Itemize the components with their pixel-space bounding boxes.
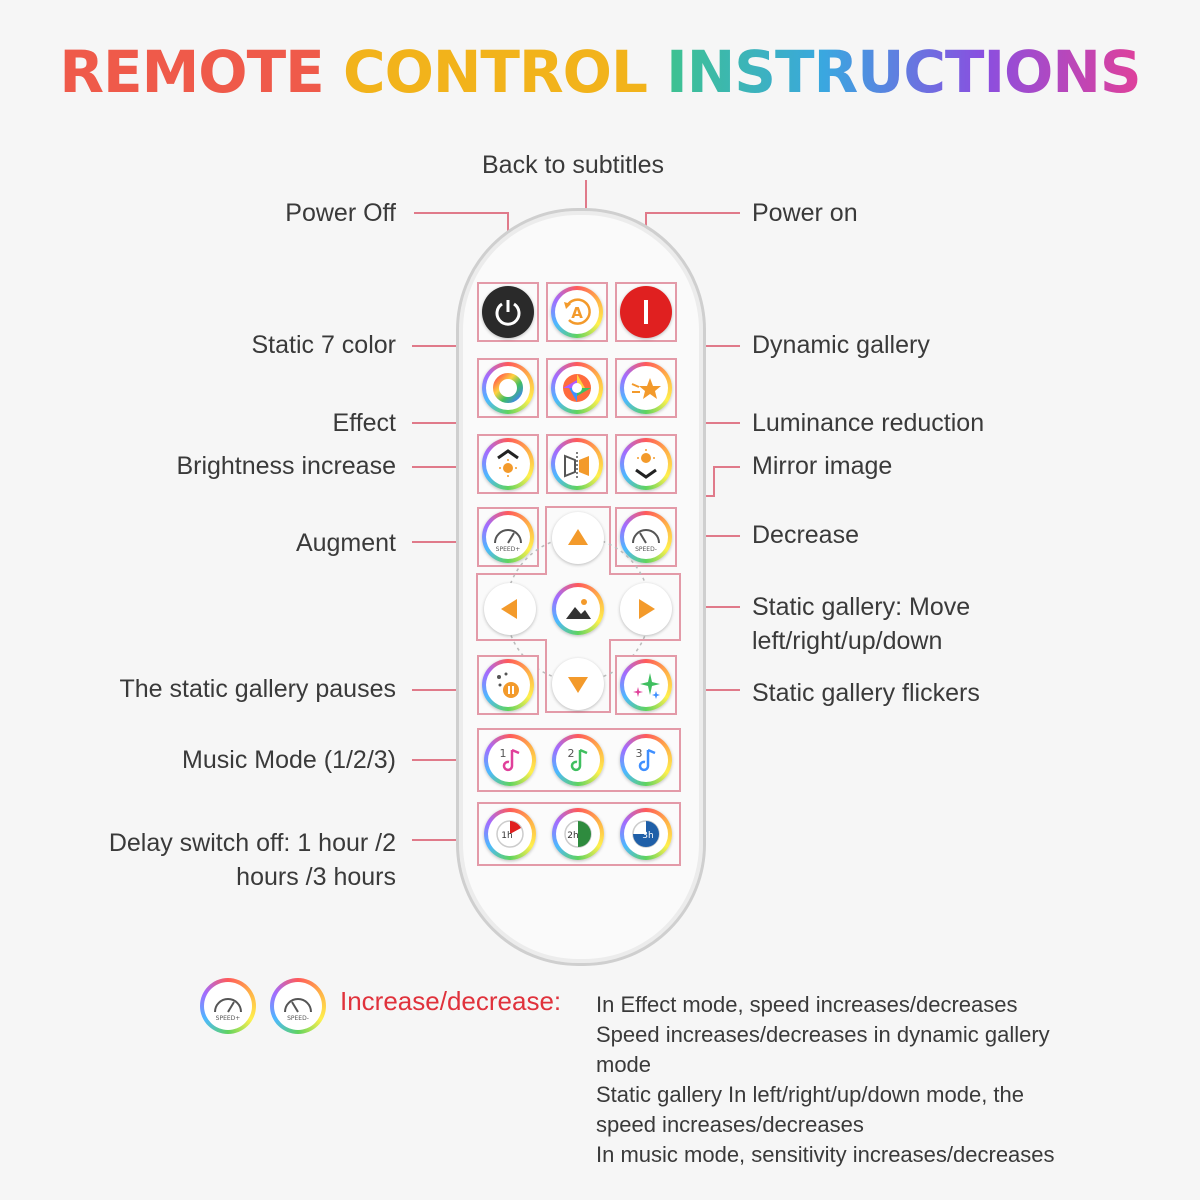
svg-text:A: A — [571, 304, 583, 322]
down-arrow-button[interactable] — [552, 658, 604, 710]
label-back-to-subtitles: Back to subtitles — [482, 151, 665, 179]
left-arrow-button[interactable] — [484, 583, 536, 635]
timer-icon — [558, 814, 598, 854]
svg-text:SPEED-: SPEED- — [635, 546, 657, 553]
svg-text:1: 1 — [499, 747, 507, 760]
note-line: In music mode, sensitivity increases/decreases — [596, 1142, 1055, 1167]
music-note-icon — [626, 740, 666, 780]
label-power-off: Power Off — [285, 199, 396, 227]
note-text — [596, 990, 1055, 1170]
label-augment: Augment — [295, 529, 396, 557]
static-gallery-pause-button[interactable] — [482, 659, 534, 711]
label-delay-switch-2: hours /3 hours — [236, 863, 396, 891]
label-luminance-reduction: Luminance reduction — [752, 409, 985, 437]
image-icon — [558, 589, 598, 629]
label-static-7-color: Static 7 color — [251, 331, 396, 359]
label-decrease: Decrease — [752, 521, 859, 549]
music-mode-3-button[interactable] — [620, 734, 672, 786]
right-arrow-button[interactable] — [620, 583, 672, 635]
label-delay-switch-1: Delay switch off: 1 hour /2 — [108, 829, 396, 857]
title-word-2: CONTROL — [343, 38, 647, 106]
pause-icon — [488, 665, 528, 705]
music-mode-2-button[interactable] — [552, 734, 604, 786]
svg-text:3: 3 — [635, 747, 643, 760]
up-arrow-button[interactable] — [552, 512, 604, 564]
title-word-1: REMOTE — [59, 38, 324, 106]
label-static-gallery-flickers: Static gallery flickers — [752, 679, 980, 707]
label-effect: Effect — [332, 409, 396, 437]
label-power-on: Power on — [752, 199, 858, 227]
svg-text:SPEED-: SPEED- — [287, 1015, 309, 1022]
svg-text:SPEED+: SPEED+ — [495, 546, 521, 553]
svg-text:1h: 1h — [501, 831, 513, 841]
note-line: Speed increases/decreases in dynamic gallery — [596, 1022, 1050, 1047]
svg-text:2: 2 — [567, 747, 575, 760]
note-line: Static gallery In left/right/up/down mode, the — [596, 1082, 1025, 1107]
timer-2h-button[interactable] — [552, 808, 604, 860]
key-gallery-pause[interactable] — [477, 655, 539, 715]
static-gallery-flicker-button[interactable] — [620, 659, 672, 711]
sparkle-icon — [626, 665, 666, 705]
label-static-gallery-move-2: left/right/up/down — [752, 627, 943, 655]
label-brightness-increase: Brightness increase — [176, 452, 396, 480]
timer-1h-button[interactable] — [484, 808, 536, 860]
note-line: speed increases/decreases — [596, 1112, 864, 1137]
legend-speed-minus-icon — [270, 978, 326, 1034]
key-gallery-flicker[interactable] — [615, 655, 677, 715]
arrow-right-icon — [620, 583, 672, 635]
legend-speed-plus-icon — [200, 978, 256, 1034]
timer-icon — [490, 814, 530, 854]
note-line: In Effect mode, speed increases/decreases — [596, 992, 1018, 1017]
music-note-icon — [490, 740, 530, 780]
timer-icon — [626, 814, 666, 854]
arrow-left-icon — [484, 583, 536, 635]
note-heading: Increase/decrease: — [340, 986, 562, 1016]
arrow-down-icon — [552, 658, 604, 710]
static-gallery-button[interactable] — [552, 583, 604, 635]
title-word-3: INSTRUCTIONS — [666, 38, 1141, 106]
svg-text:2h: 2h — [567, 831, 579, 841]
music-note-icon — [558, 740, 598, 780]
note-line: mode — [596, 1052, 652, 1077]
svg-text:SPEED+: SPEED+ — [215, 1015, 241, 1022]
music-mode-1-button[interactable] — [484, 734, 536, 786]
label-music-mode: Music Mode (1/2/3) — [182, 746, 396, 774]
label-static-gallery-pauses: The static gallery pauses — [119, 675, 396, 703]
arrow-up-icon — [552, 512, 604, 564]
label-static-gallery-move-1: Static gallery: Move — [752, 593, 971, 621]
label-dynamic-gallery: Dynamic gallery — [752, 331, 930, 359]
svg-text:3h: 3h — [642, 831, 654, 841]
timer-3h-button[interactable] — [620, 808, 672, 860]
label-mirror-image: Mirror image — [752, 452, 893, 480]
